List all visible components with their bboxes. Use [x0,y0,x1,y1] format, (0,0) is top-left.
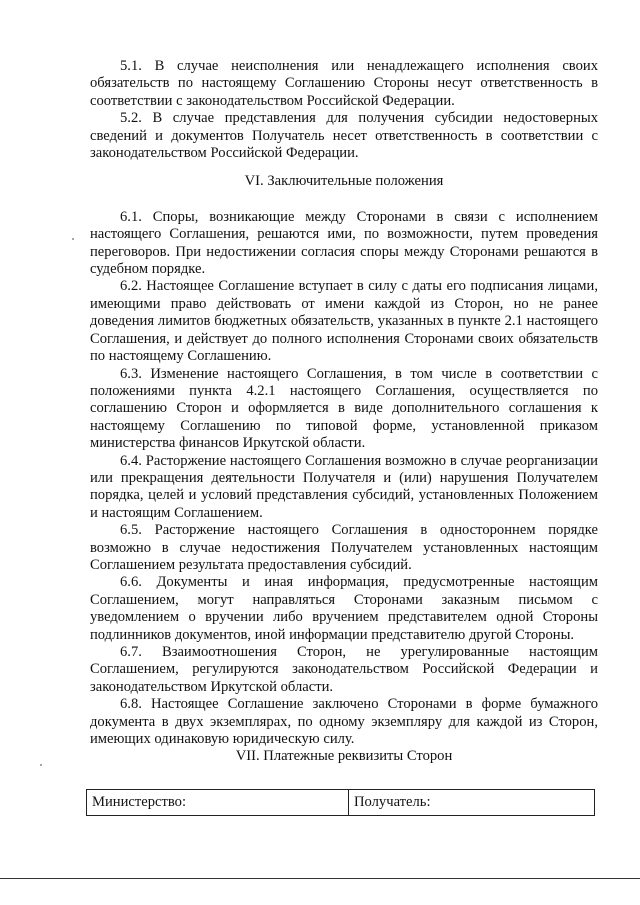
document-page [90,58,598,766]
paragraph-6-1: 6.1. Споры, возникающие между Сторонами в связи с исполнением настоящего Соглашения, решаются ими, по возможности, путем проведения переговоров. При недостижении согласия споры между Сторонами решаются в судебном порядке. [90,208,598,278]
recipient-cell: Получатель: [354,794,431,810]
ministry-cell: Министерство: [87,790,349,815]
section-7-heading: VII. Платежные реквизиты Сторон [235,748,453,765]
paragraph-6-4: 6.4. Расторжение настоящего Соглашения возможно в случае реорганизации или прекращения деятельности Получателя и (или) нарушения Получателем порядка, целей и условий представления субсидий, установленных Положением и настоящим Соглашением. [90,452,598,521]
payment-details-table [86,789,595,816]
paragraph-6-6: 6.6. Документы и иная информация, предусмотренные настоящим Соглашением, могут направляться Сторонами заказным письмом с уведомлением о вручении либо вручением представителем одной Стороны подлинников документов, иной информации представителю другой Стороны. [90,574,598,643]
page-bottom-rule [0,878,640,879]
paragraph-6-3: 6.3. Изменение настоящего Соглашения, в том числе в соответствии с положениями пункта 4.2.1 настоящего Соглашения, осуществляется по соглашению Сторон и оформляется в виде дополнительного соглашения к настоящему Соглашению по типовой форме, установленной приказом министерства финансов Иркутской области. [90,365,598,452]
paragraph-6-8: 6.8. Настоящее Соглашение заключено Сторонами в форме бумажного документа в двух экземплярах, по одному экземпляру для каждой из Сторон, имеющих одинаковую юридическую силу. [90,696,598,748]
section-6-heading: VI. Заключительные положения [244,173,444,190]
paragraph-5-1: 5.1. В случае неисполнения или ненадлежащего исполнения своих обязательств по настоящему Соглашению Стороны несут ответственность в соответствии с законодательством Российской Федерации. [90,58,598,109]
scan-speck [40,764,42,766]
paragraph-6-2: 6.2. Настоящее Соглашение вступает в силу с даты его подписания лицами, имеющими право действовать от имени каждой из Сторон, но не ранее доведения лимитов бюджетных обязательств, указанных в пункте 2.1 настоящего Соглашения, и действует до полного исполнения Сторонами своих обязательств по настоящему Соглашению. [90,278,598,365]
paragraph-6-7: 6.7. Взаимоотношения Сторон, не урегулированные настоящим Соглашением, регулируются законодательством Российской Федерации и законодательством Иркутской области. [90,644,598,695]
paragraph-6-5: 6.5. Расторжение настоящего Соглашения в одностороннем порядке возможно в случае недостижения Получателем установленных настоящим Соглашением результата предоставления субсидий. [90,522,598,573]
scan-speck [72,238,74,240]
paragraph-5-2: 5.2. В случае представления для получения субсидии недостоверных сведений и документов Получатель несет ответственность в соответствии с законодательством Российской Федерации. [90,110,598,162]
